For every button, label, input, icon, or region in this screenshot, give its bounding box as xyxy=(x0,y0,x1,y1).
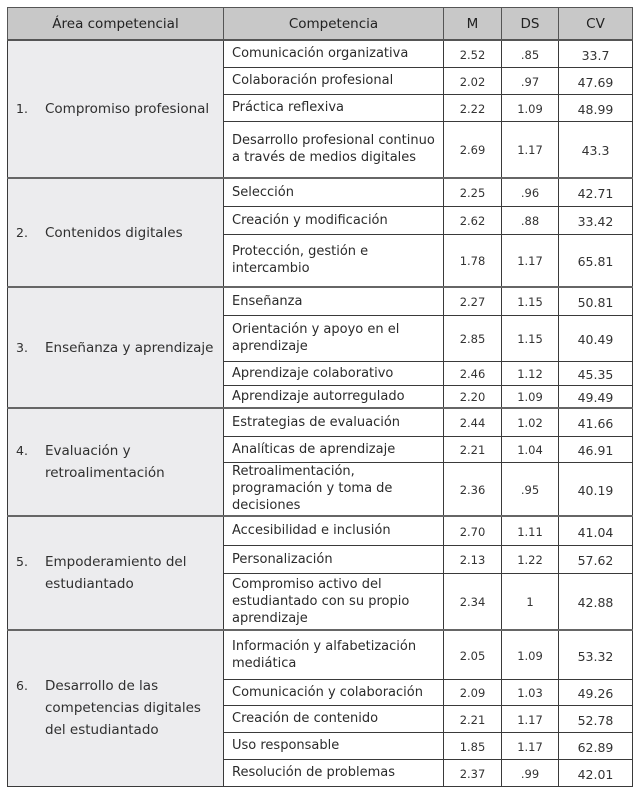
cv-cell: 53.32 xyxy=(559,630,633,679)
competencia-cell: Información y alfabetización mediática xyxy=(224,630,444,679)
mean-cell: 2.20 xyxy=(444,385,502,408)
competencia-cell: Accesibilidad e inclusión xyxy=(224,516,444,545)
competencia-cell: Compromiso activo del estudiantado con su propio aprendizaje xyxy=(224,573,444,630)
sd-cell: .99 xyxy=(502,759,559,786)
area-name: Evaluación y retroalimentación xyxy=(45,443,165,481)
sd-cell: 1.17 xyxy=(502,705,559,732)
area-label xyxy=(16,98,217,120)
area-label xyxy=(16,337,217,359)
sd-cell: 1.12 xyxy=(502,361,559,385)
table-body xyxy=(8,40,633,786)
mean-cell: 2.25 xyxy=(444,178,502,206)
mean-cell: 2.34 xyxy=(444,573,502,630)
mean-cell: 1.78 xyxy=(444,234,502,287)
competencia-cell: Uso responsable xyxy=(224,732,444,759)
area-cell xyxy=(8,40,224,178)
cv-cell: 41.66 xyxy=(559,408,633,436)
sd-cell: 1.02 xyxy=(502,408,559,436)
sd-cell: 1.17 xyxy=(502,121,559,178)
area-cell xyxy=(8,408,224,516)
mean-cell: 2.05 xyxy=(444,630,502,679)
area-number: 6. xyxy=(16,678,28,694)
table-row xyxy=(8,630,633,679)
competencia-cell: Comunicación organizativa xyxy=(224,40,444,67)
mean-cell: 2.02 xyxy=(444,67,502,94)
competencia-cell: Desarrollo profesional continuo a través de medios digitales xyxy=(224,121,444,178)
competencia-cell: Retroalimentación, programación y toma de decisiones xyxy=(224,462,444,516)
cv-cell: 33.42 xyxy=(559,206,633,234)
cv-cell: 42.88 xyxy=(559,573,633,630)
area-cell xyxy=(8,516,224,630)
mean-cell: 2.69 xyxy=(444,121,502,178)
cv-cell: 43.3 xyxy=(559,121,633,178)
area-label xyxy=(16,551,217,595)
mean-cell: 2.09 xyxy=(444,679,502,705)
mean-cell: 2.21 xyxy=(444,705,502,732)
competencia-cell: Estrategias de evaluación xyxy=(224,408,444,436)
cv-cell: 42.71 xyxy=(559,178,633,206)
cv-cell: 65.81 xyxy=(559,234,633,287)
sd-cell: .97 xyxy=(502,67,559,94)
sd-cell: .85 xyxy=(502,40,559,67)
competencia-cell: Protección, gestión e intercambio xyxy=(224,234,444,287)
cv-cell: 62.89 xyxy=(559,732,633,759)
cv-cell: 40.19 xyxy=(559,462,633,516)
area-name: Compromiso profesional xyxy=(45,101,210,117)
sd-cell: 1.17 xyxy=(502,234,559,287)
area-number: 1. xyxy=(16,101,28,116)
sd-cell: .95 xyxy=(502,462,559,516)
mean-cell: 2.85 xyxy=(444,315,502,361)
area-name: Enseñanza y aprendizaje xyxy=(45,339,214,356)
area-label xyxy=(16,675,217,741)
area-cell xyxy=(8,287,224,408)
sd-cell: 1.15 xyxy=(502,287,559,315)
sd-cell: 1.09 xyxy=(502,94,559,121)
competencia-cell: Aprendizaje autorregulado xyxy=(224,385,444,408)
table-row xyxy=(8,408,633,436)
cv-cell: 42.01 xyxy=(559,759,633,786)
mean-cell: 2.70 xyxy=(444,516,502,545)
area-number: 4. xyxy=(16,443,28,458)
sd-cell: 1.09 xyxy=(502,385,559,408)
competencia-cell: Práctica reflexiva xyxy=(224,94,444,121)
cv-cell: 45.35 xyxy=(559,361,633,385)
area-label xyxy=(16,440,217,484)
mean-cell: 2.21 xyxy=(444,436,502,462)
area-name: Contenidos digitales xyxy=(45,224,183,241)
area-cell xyxy=(8,178,224,287)
sd-cell: 1.22 xyxy=(502,545,559,573)
sd-cell: 1.04 xyxy=(502,436,559,462)
competencia-cell: Creación y modificación xyxy=(224,206,444,234)
sd-cell: 1 xyxy=(502,573,559,630)
sd-cell: 1.17 xyxy=(502,732,559,759)
mean-cell: 2.52 xyxy=(444,40,502,67)
table-row xyxy=(8,40,633,67)
mean-cell: 2.27 xyxy=(444,287,502,315)
table-row xyxy=(8,516,633,545)
mean-cell: 2.13 xyxy=(444,545,502,573)
competencia-cell: Selección xyxy=(224,178,444,206)
area-name: Empoderamiento del estudiantado xyxy=(45,554,187,592)
mean-cell: 1.85 xyxy=(444,732,502,759)
mean-cell: 2.37 xyxy=(444,759,502,786)
sd-cell: .96 xyxy=(502,178,559,206)
area-label xyxy=(16,222,217,244)
sd-cell: .88 xyxy=(502,206,559,234)
mean-cell: 2.46 xyxy=(444,361,502,385)
competencia-cell: Resolución de problemas xyxy=(224,759,444,786)
competencia-cell: Colaboración profesional xyxy=(224,67,444,94)
cv-cell: 49.26 xyxy=(559,679,633,705)
area-number: 3. xyxy=(16,339,28,355)
sd-cell: 1.03 xyxy=(502,679,559,705)
cv-cell: 49.49 xyxy=(559,385,633,408)
header-area: Área competencial xyxy=(8,8,224,41)
competencia-cell: Creación de contenido xyxy=(224,705,444,732)
table-row xyxy=(8,178,633,206)
competencia-cell: Enseñanza xyxy=(224,287,444,315)
cv-cell: 57.62 xyxy=(559,545,633,573)
header-m: M xyxy=(444,8,502,41)
header-competencia: Competencia xyxy=(224,8,444,41)
header-row xyxy=(8,8,633,41)
mean-cell: 2.62 xyxy=(444,206,502,234)
mean-cell: 2.22 xyxy=(444,94,502,121)
cv-cell: 33.7 xyxy=(559,40,633,67)
table-row xyxy=(8,287,633,315)
competencia-cell: Aprendizaje colaborativo xyxy=(224,361,444,385)
cv-cell: 50.81 xyxy=(559,287,633,315)
area-cell xyxy=(8,630,224,786)
mean-cell: 2.36 xyxy=(444,462,502,516)
competencia-cell: Analíticas de aprendizaje xyxy=(224,436,444,462)
header-ds: DS xyxy=(502,8,559,41)
cv-cell: 40.49 xyxy=(559,315,633,361)
mean-cell: 2.44 xyxy=(444,408,502,436)
cv-cell: 48.99 xyxy=(559,94,633,121)
competencies-table xyxy=(7,7,633,787)
area-name: Desarrollo de las competencias digitales del estudiantado xyxy=(45,678,201,739)
cv-cell: 41.04 xyxy=(559,516,633,545)
competencia-cell: Personalización xyxy=(224,545,444,573)
sd-cell: 1.15 xyxy=(502,315,559,361)
sd-cell: 1.09 xyxy=(502,630,559,679)
area-number: 2. xyxy=(16,224,28,240)
cv-cell: 47.69 xyxy=(559,67,633,94)
cv-cell: 52.78 xyxy=(559,705,633,732)
competencia-cell: Orientación y apoyo en el aprendizaje xyxy=(224,315,444,361)
sd-cell: 1.11 xyxy=(502,516,559,545)
cv-cell: 46.91 xyxy=(559,436,633,462)
competencia-cell: Comunicación y colaboración xyxy=(224,679,444,705)
area-number: 5. xyxy=(16,554,28,569)
header-cv: CV xyxy=(559,8,633,41)
